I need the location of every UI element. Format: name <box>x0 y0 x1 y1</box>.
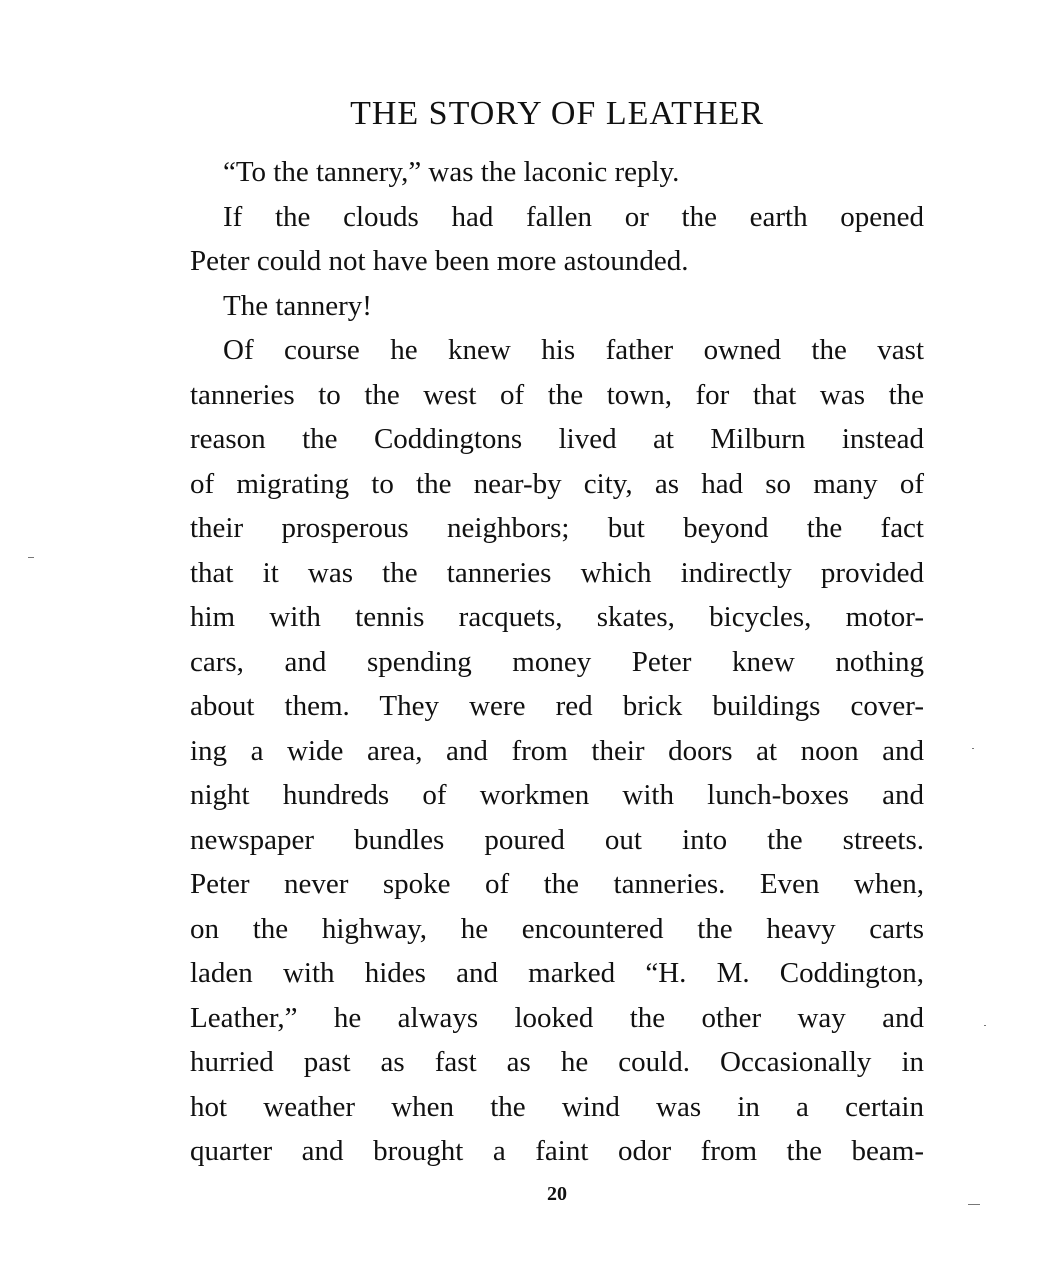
paragraph-4-line-8: cars, and spending money Peter knew nothing <box>190 645 924 678</box>
paragraph-4-line-2: tanneries to the west of the town, for that was the <box>190 378 924 411</box>
running-head: THE STORY OF LEATHER <box>350 95 764 132</box>
paragraph-4-line-4: of migrating to the near-by city, as had so many of <box>190 467 924 500</box>
paragraph-4-line-1: Of course he knew his father owned the vast <box>223 334 924 366</box>
paragraph-4-line-5: their prosperous neighbors; but beyond the fact <box>190 512 924 544</box>
paragraph-4-line-11: night hundreds of workmen with lunch-boxes and <box>190 779 924 811</box>
paragraph-4-line-12: newspaper bundles poured out into the streets. <box>190 823 924 856</box>
paragraph-4-line-10: ing a wide area, and from their doors at noon and <box>190 734 924 767</box>
scan-speck <box>972 748 974 749</box>
scan-speck <box>984 1025 986 1026</box>
paragraph-4-line-18: hot weather when the wind was in a certain <box>190 1090 924 1123</box>
paragraph-2-line-1: If the clouds had fallen or the earth opened <box>223 200 924 233</box>
scan-speck <box>968 1204 980 1205</box>
paragraph-4-line-13: Peter never spoke of the tanneries. Even when, <box>190 868 924 900</box>
page-number: 20 <box>547 1183 567 1205</box>
paragraph-4-line-19: quarter and brought a faint odor from the beam- <box>190 1135 924 1167</box>
paragraph-4-line-16: Leather,” he always looked the other way and <box>190 1001 924 1034</box>
paragraph-1-line-1: “To the tannery,” was the laconic reply. <box>223 156 680 188</box>
paragraph-4-line-9: about them. They were red brick buildings cover- <box>190 690 924 722</box>
paragraph-2-line-2: Peter could not have been more astounded. <box>190 245 689 277</box>
paragraph-4-line-17: hurried past as fast as he could. Occasionally in <box>190 1046 924 1078</box>
paragraph-4-line-14: on the highway, he encountered the heavy carts <box>190 912 924 945</box>
paragraph-4-line-15: laden with hides and marked “H. M. Coddington, <box>190 957 924 989</box>
paragraph-4-line-7: him with tennis racquets, skates, bicycles, motor- <box>190 601 924 633</box>
paragraph-3-line-1: The tannery! <box>223 289 372 322</box>
body-text <box>190 150 924 1174</box>
paragraph-4-line-3: reason the Coddingtons lived at Milburn instead <box>190 423 924 455</box>
scan-speck <box>28 557 34 558</box>
paragraph-4-line-6: that it was the tanneries which indirectly provided <box>190 556 924 589</box>
